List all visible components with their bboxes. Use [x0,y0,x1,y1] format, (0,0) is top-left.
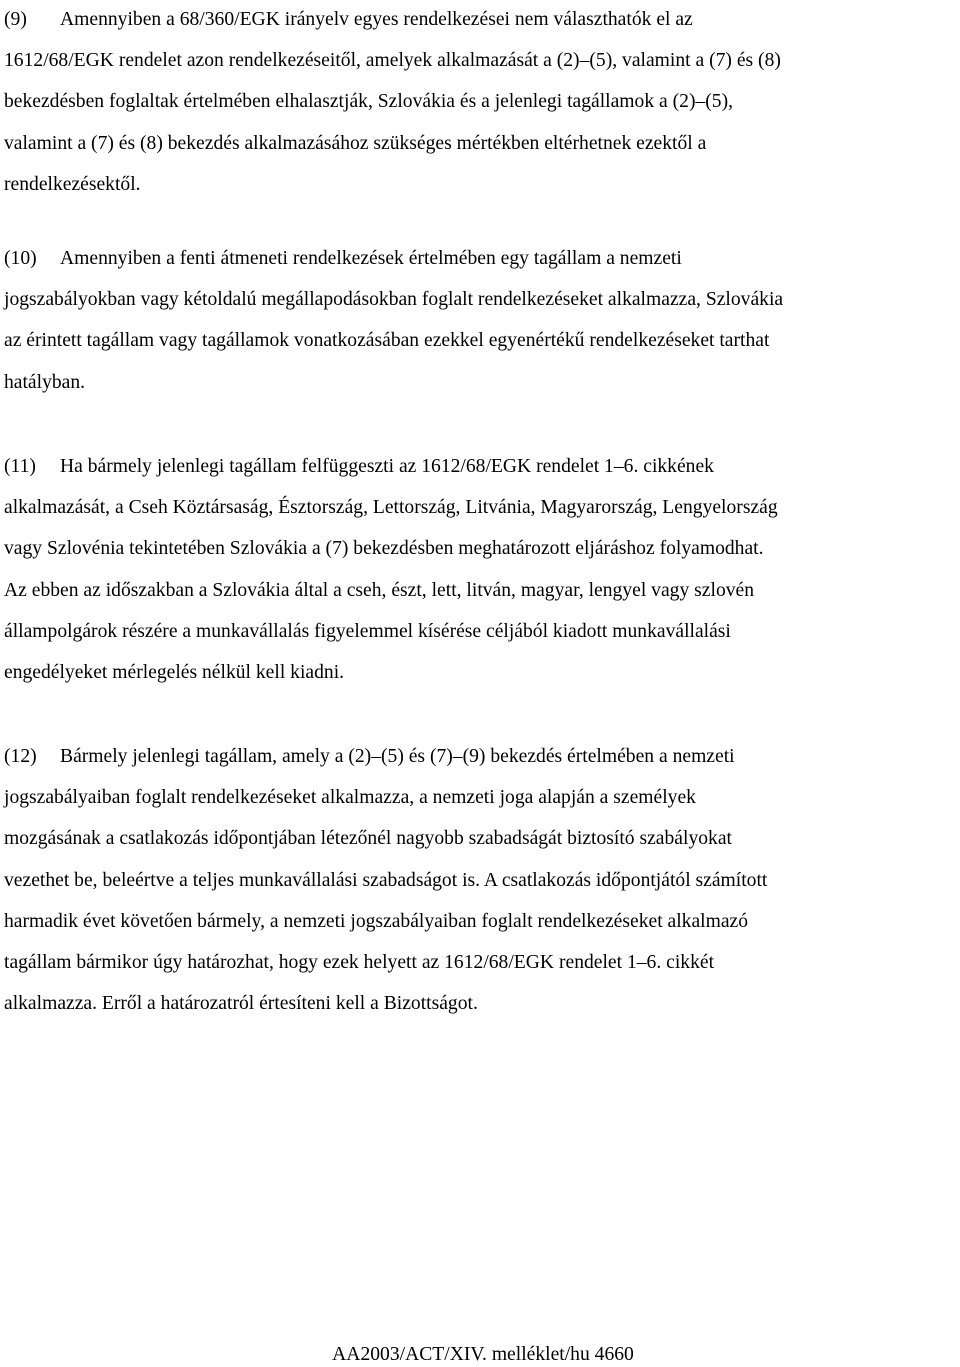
paragraph-text: Bármely jelenlegi tagállam, amely a (2)–(5) és (7)–(9) bekezdés értelmében a nemzeti jogszabályaiban foglalt rendelkezéseket alkalmazza, a nemzeti joga alapján a személyek mozgásának a csatlakozás időpontjában létezőnél nagyobb szabadságát biztosító szabályokat vezethet be, beleértve a teljes munkavállalási szabadságot is. A csatlakozás időpontjától számított harmadik évet követően bármely, a nemzeti jogszabályaiban foglalt rendelkezéseket alkalmazó tagállam bármikor úgy határozhat, hogy ezek helyett az 1612/68/EGK rendelet 1–6. cikkét alkalmazza. Erről a határozatról értesíteni kell a Bizottságot. [4,746,768,1015]
paragraph-number: (9) [4,9,27,30]
paragraph-number: (10) [4,248,37,269]
paragraph-9 [4,0,781,205]
paragraph-text: Amennyiben a 68/360/EGK irányelv egyes rendelkezései nem választhatók el az 1612/68/EGK rendelet azon rendelkezéseitől, amelyek alkalmazását a (2)–(5), valamint a (7) és (8) bekezdésben foglaltak értelmében elhalasztják, Szlovákia és a jelenlegi tagállamok a (2)–(5), valamint a (7) és (8) bekezdés alkalmazásához szükséges mértékben eltérhetnek ezektől a rendelkezésektől. [4,9,781,195]
paragraph-10 [4,238,783,403]
paragraph-12 [4,736,767,1024]
paragraph-text: Amennyiben a fenti átmeneti rendelkezések értelmében egy tagállam a nemzeti jogszabályokban vagy kétoldalú megállapodásokban foglalt rendelkezéseket alkalmazza, Szlovákia az érintett tagállam vagy tagállamok vonatkozásában ezekkel egyenértékű rendelkezéseket tarthat hatályban. [4,248,784,393]
page-footer: AA2003/ACT/XIV. melléklet/hu 4660 [332,1344,634,1365]
paragraph-text: Ha bármely jelenlegi tagállam felfüggeszti az 1612/68/EGK rendelet 1–6. cikkének alkalmazását, a Cseh Köztársaság, Észtország, Lettország, Litvánia, Magyarország, Lengyelország vagy Szlovénia tekintetében Szlovákia a (7) bekezdésben meghatározott eljáráshoz folyamodhat. Az ebben az időszakban a Szlovákia által a cseh, észt, lett, litván, magyar, lengyel vagy szlovén állampolgárok részére a munkavállalás figyelemmel kísérése céljából kiadott munkavállalási engedélyeket mérlegelés nélkül kell kiadni. [4,456,778,684]
paragraph-number: (12) [4,746,37,767]
paragraph-11 [4,446,778,693]
paragraph-number: (11) [4,456,36,477]
